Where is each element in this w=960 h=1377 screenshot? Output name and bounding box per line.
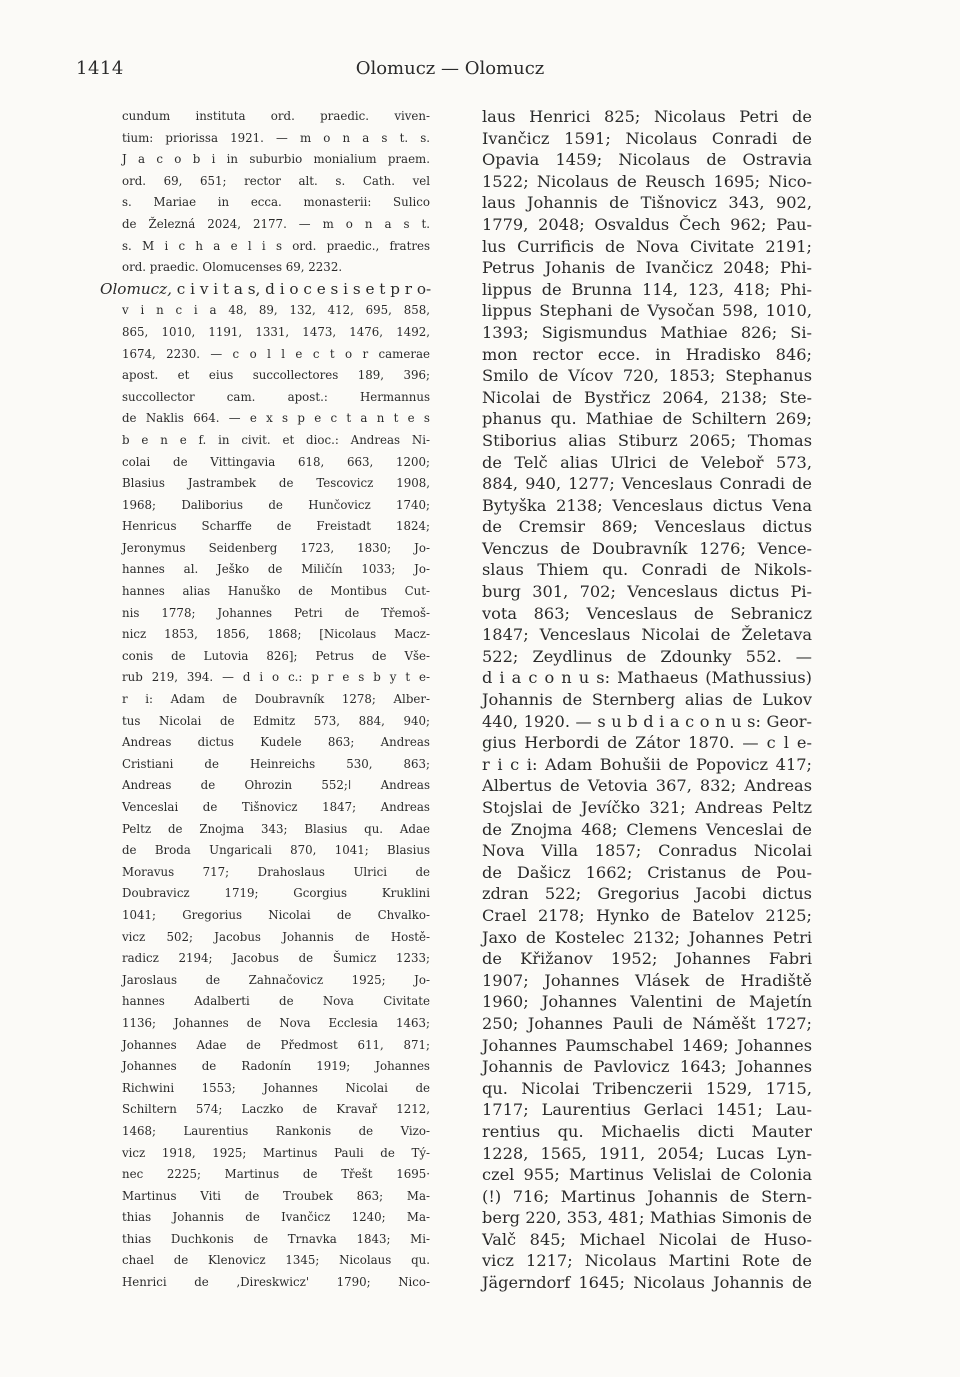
text-line: vicz 1217; Nicolaus Martini Rote de (482, 1251, 812, 1271)
text-line: lippus de Brunna 114, 123, 418; Phi- (482, 279, 812, 299)
text-line: Blasius Jastrambek de Tescovicz 1908, (122, 476, 430, 491)
text-line: czel 955; Martinus Velislai de Colonia (482, 1165, 812, 1185)
text-line: 1674, 2230. — c o l l e c t o r camerae (122, 346, 430, 361)
text-line: tus Nicolai de Edmitz 573, 884, 940; (122, 713, 430, 728)
text-line: 1468; Laurentius Rankonis de Vizo- (122, 1123, 430, 1138)
text-line: 1228, 1565, 1911, 2054; Lucas Lyn- (482, 1143, 812, 1163)
text-line: colai de Vittingavia 618, 663, 1200; (122, 454, 430, 469)
text-line: thias Duchkonis de Trnavka 1843; Mi- (122, 1231, 430, 1246)
text-line: Ivančicz 1591; Nicolaus Conradi de (482, 128, 812, 148)
text-line: vota 863; Venceslaus de Sebranicz (482, 603, 812, 623)
text-line: Martinus Viti de Troubek 863; Ma- (122, 1188, 430, 1203)
text-line: b e n e f. in civit. et dioc.: Andreas Ni- (122, 432, 430, 447)
text-line: Johannes Paumschabel 1469; Johannes (482, 1035, 812, 1055)
text-line: (!) 716; Martinus Johannis de Stern- (482, 1186, 812, 1206)
text-line: Moravus 717; Drahoslaus Ulrici de (122, 864, 430, 879)
text-line: Johannis de Pavlovicz 1643; Johannes (482, 1057, 812, 1077)
text-line: laus Henrici 825; Nicolaus Petri de (482, 107, 812, 126)
text-line: r i c i: Adam Bohušii de Popovicz 417; (482, 754, 812, 774)
text-line: Stojslai de Jevíčko 321; Andreas Peltz (482, 798, 812, 817)
text-line: vicz 502; Jacobus Johannis de Hostě- (122, 929, 430, 944)
text-line: cundum instituta ord. praedic. viven- (122, 109, 430, 123)
text-line: 1960; Johannes Valentini de Majetín (482, 992, 812, 1012)
text-line: 1717; Laurentius Gerlaci 1451; Lau- (482, 1100, 812, 1120)
text-line: hannes Adalberti de Nova Civitate (122, 994, 430, 1009)
text-line: 440, 1920. — s u b d i a c o n u s: Geor- (482, 711, 812, 731)
text-line: de Křižanov 1952; Johannes Fabri (482, 949, 812, 969)
text-line: Opavia 1459; Nicolaus de Ostravia (482, 150, 812, 170)
text-line: rentius qu. Michaelis dicti Mauter (482, 1121, 812, 1141)
text-line: 250; Johannes Pauli de Náměšt 1727; (482, 1013, 812, 1033)
text-line: laus Johannis de Tišnovicz 343, 902, (482, 193, 812, 213)
text-line: 1847; Venceslaus Nicolai de Želetava (482, 625, 812, 645)
text-line: lippus Stephani de Vysočan 598, 1010, (482, 301, 812, 321)
text-line: 1522; Nicolaus de Reusch 1695; Nico- (482, 171, 812, 191)
text-line: 1041; Gregorius Nicolai de Chvalko- (122, 907, 430, 922)
text-line: s. M i c h a e l i s ord. praedic., fratres (122, 238, 430, 253)
text-line: berg 220, 353, 481; Mathias Simonis de (482, 1208, 812, 1228)
text-line: apost. et eius succollectores 189, 396; (122, 368, 430, 383)
text-line: de Broda Ungaricali 870, 1041; Blasius (122, 843, 430, 858)
page-number: 1414 (76, 58, 124, 79)
text-line: Smilo de Vícov 720, 1853; Stephanus (482, 366, 812, 386)
text-line: 1968; Daliborius de Hunčovicz 1740; (122, 497, 430, 512)
text-line: succollector cam. apost.: Hermannus (122, 389, 430, 404)
text-line: Henricus Scharffe de Freistadt 1824; (122, 519, 430, 534)
text-line: Jägerndorf 1645; Nicolaus Johannis de (482, 1273, 812, 1293)
text-line: Nova Villa 1857; Conradus Nicolai (482, 841, 812, 861)
text-line: Johannis de Sternberg alias de Lukov (482, 690, 812, 710)
text-line: Nicolai de Bystřicz 2064, 2138; Ste- (482, 387, 812, 407)
text-line: Peltz de Znojma 343; Blasius qu. Adae (122, 821, 430, 836)
text-line: 1136; Johannes de Nova Ecclesia 1463; (122, 1015, 430, 1030)
text-line: conis de Lutovia 826]; Petrus de Vše- (122, 648, 430, 663)
text-line: Petrus Johanis de Ivančicz 2048; Phi- (482, 258, 812, 278)
text-line: Johannes de Radonín 1919; Johannes (122, 1059, 430, 1074)
text-line: Stiborius alias Stiburz 2065; Thomas (482, 430, 812, 450)
text-line: phanus qu. Mathiae de Schiltern 269; (482, 409, 812, 429)
text-line: Henrici de ‚Direskwicz' 1790; Nico- (122, 1275, 430, 1290)
text-line: 1779, 2048; Osvaldus Čech 962; Pau- (482, 214, 812, 234)
text-line: 1907; Johannes Vlásek de Hradiště (482, 970, 812, 990)
left-column (100, 106, 430, 1294)
text-line: Doubravicz 1719; Gcorgius Kruklini (122, 886, 430, 901)
text-line: r i: Adam de Doubravník 1278; Alber- (122, 692, 430, 707)
text-line: qu. Nicolai Tribenczerii 1529, 1715, (482, 1078, 812, 1098)
text-line: de Telč alias Ulrici de Veleboř 573, (482, 452, 812, 472)
text-line: tium: priorissa 1921. — m o n a s t. s. (122, 130, 430, 145)
text-line: 865, 1010, 1191, 1331, 1473, 1476, 1492, (122, 324, 430, 339)
text-line: Albertus de Vetovia 367, 832; Andreas (482, 776, 812, 796)
text-line: 1393; Sigismundus Mathiae 826; Si- (482, 322, 812, 342)
text-line: Cristiani de Heinreichs 530, 863; (122, 756, 430, 771)
text-line: de Cremsir 869; Venceslaus dictus (482, 517, 812, 537)
text-line: mon rector ecce. in Hradisko 846; (482, 344, 812, 364)
headword: Olomucz, (100, 279, 172, 298)
right-column (482, 106, 812, 1294)
text-line: lus Currificis de Nova Civitate 2191; (482, 236, 812, 256)
text-line: 522; Zeydlinus de Zdounky 552. — (482, 646, 812, 666)
text-line: Venceslai de Tišnovicz 1847; Andreas (122, 800, 430, 814)
text-line: radicz 2194; Jacobus de Šumicz 1233; (122, 951, 430, 966)
text-line: burg 301, 702; Venceslaus dictus Pi- (482, 582, 812, 602)
text-line: hannes al. Ješko de Miličín 1033; Jo- (122, 562, 430, 577)
text-line: Richwini 1553; Johannes Nicolai de (122, 1080, 430, 1095)
text-line: Olomucz, c i v i t a s, d i o c e s i s e t p r o- (100, 279, 432, 298)
text-line: de Znojma 468; Clemens Venceslai de (482, 819, 812, 839)
text-line: rub 219, 394. — d i o c.: p r e s b y t e- (122, 670, 430, 685)
text-line: J a c o b i in suburbio monialium praem. (122, 152, 430, 167)
text-line: Jeronymus Seidenberg 1723, 1830; Jo- (122, 540, 430, 555)
text-line: ord. 69, 651; rector alt. s. Cath. vel (122, 173, 430, 188)
text-line: s. Mariae in ecca. monasterii: Sulico (122, 195, 430, 210)
text-line: Andreas de Ohrozin 552;ǀ Andreas (122, 778, 430, 793)
text-line: nec 2225; Martinus de Třešt 1695· (122, 1167, 430, 1182)
text-line: v i n c i a 48, 89, 132, 412, 695, 858, (122, 303, 430, 318)
text-line: slaus Thiem qu. Conradi de Nikols- (482, 560, 812, 580)
text-line: Jaxo de Kostelec 2132; Johannes Petri (482, 927, 812, 947)
text-line: hannes alias Hanuško de Montibus Cut- (122, 584, 430, 599)
text-line: Johannes Adae de Předmost 611, 871; (122, 1037, 430, 1052)
text-line: Venczus de Doubravník 1276; Vence- (482, 538, 812, 558)
text-line: chael de Klenovicz 1345; Nicolaus qu. (122, 1253, 430, 1268)
text-line: nicz 1853, 1856, 1868; [Nicolaus Macz- (122, 627, 430, 642)
text-line: Bytyška 2138; Venceslaus dictus Vena (482, 495, 812, 515)
text-line: de Dašicz 1662; Cristanus de Pou- (482, 862, 812, 882)
text-line: de Železná 2024, 2177. — m o n a s t. (122, 216, 430, 231)
text-line: Schiltern 574; Laczko de Kravař 1212, (122, 1102, 430, 1117)
text-line: ord. praedic. Olomucenses 69, 2232. (122, 260, 343, 275)
text-line: nis 1778; Johannes Petri de Třemoš- (122, 605, 430, 620)
text-line: d i a c o n u s: Mathaeus (Mathussius) (482, 668, 812, 688)
running-title: Olomucz — Olomucz (355, 58, 545, 79)
text-line: Andreas dictus Kudele 863; Andreas (122, 735, 430, 750)
text-line: vicz 1918, 1925; Martinus Pauli de Tý- (122, 1145, 430, 1160)
text-line: Crael 2178; Hynko de Batelov 2125; (482, 905, 812, 925)
text-line: 884, 940, 1277; Venceslaus Conradi de (482, 474, 812, 494)
text-line: gius Herbordi de Zátor 1870. — c l e- (482, 733, 812, 753)
text-line: Jaroslaus de Zahnačovicz 1925; Jo- (122, 972, 430, 987)
text-line: zdran 522; Gregorius Jacobi dictus (482, 884, 812, 904)
text-line: Valč 845; Michael Nicolai de Huso- (482, 1229, 812, 1249)
text-line: thias Johannis de Ivančicz 1240; Ma- (122, 1210, 430, 1225)
text-line: de Naklis 664. — e x s p e c t a n t e s (122, 411, 430, 426)
